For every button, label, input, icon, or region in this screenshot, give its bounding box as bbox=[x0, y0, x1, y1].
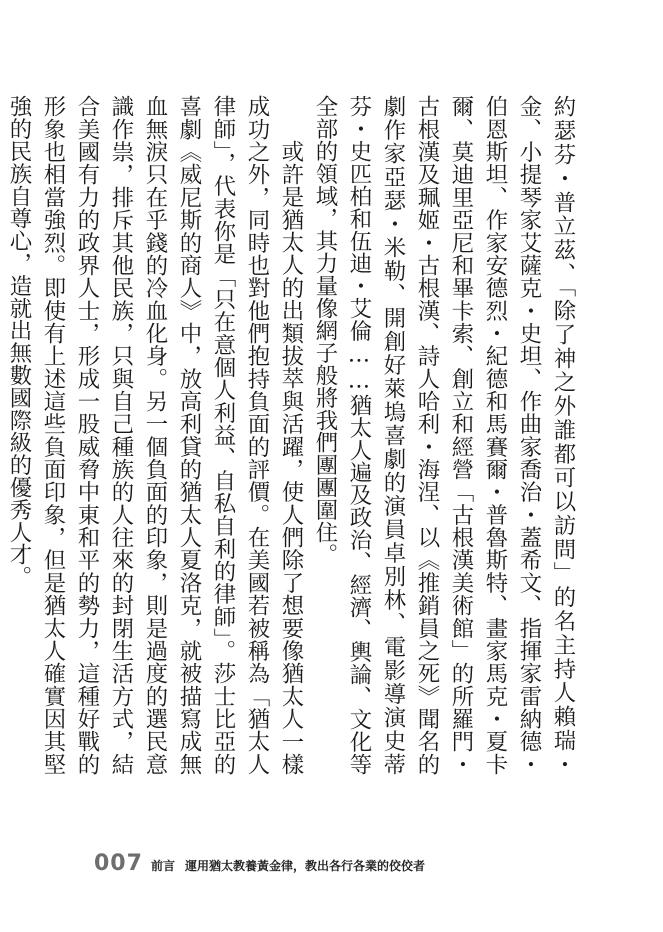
page-number: 007 bbox=[94, 851, 143, 876]
section-label: 前言 bbox=[150, 859, 175, 873]
page-footer bbox=[94, 851, 425, 877]
paragraph-2: 或許是猶太人的出類拔萃與活躍，使人們除了想要像猶太人一樣成功之外，同時也對他們抱持負面的評價。在美國若被稱為「猶太人律師」，代表你是「只在意個人利益、自私自利的律師」。莎士比亞的喜劇《威尼斯的商人》中，放高利貸的猶太人夏洛克，就被描寫成無血無淚只在乎錢的冷血化身。另一個負面的印象，則是過度的選民意識作祟，排斥其他民族，只與自己種族的人往來的封閉生活方式，結合美國有力的政界人士，形成一股威脅中東和平的勢力，這種好戰的形象也相當強烈。即使有上述這些負面印象，但是猶太人確實因其堅強的民族自尊心，造就出無數國際級的優秀人才。 bbox=[6, 95, 304, 775]
paragraph-1: 約瑟芬・普立茲、「除了神之外誰都可以訪問」的名主持人賴瑞・金、小提琴家艾薩克・史坦、作曲家喬治・蓋希文、指揮家雷納德・伯恩斯坦、作家安德烈・紀德和馬賽爾・普魯斯特、畫家馬克・夏卡爾、莫迪里亞尼和畢卡索、創立和經營「古根漢美術館」的所羅門・古根漢及珮姬・古根漢、詩人哈利・海涅、以《推銷員之死》聞名的劇作家亞瑟・米勒、開創好萊塢喜劇的演員卓別林、電影導演史蒂芬・史匹柏和伍迪・艾倫……猶太人遍及政治、經濟、輿論、文化等全部的領域，其力量像網子般將我們團團圍住。 bbox=[312, 95, 576, 775]
running-header-title: 運用猶太教養黃金律，教出各行各業的佼佼者 bbox=[184, 859, 425, 873]
body-text bbox=[6, 95, 580, 775]
